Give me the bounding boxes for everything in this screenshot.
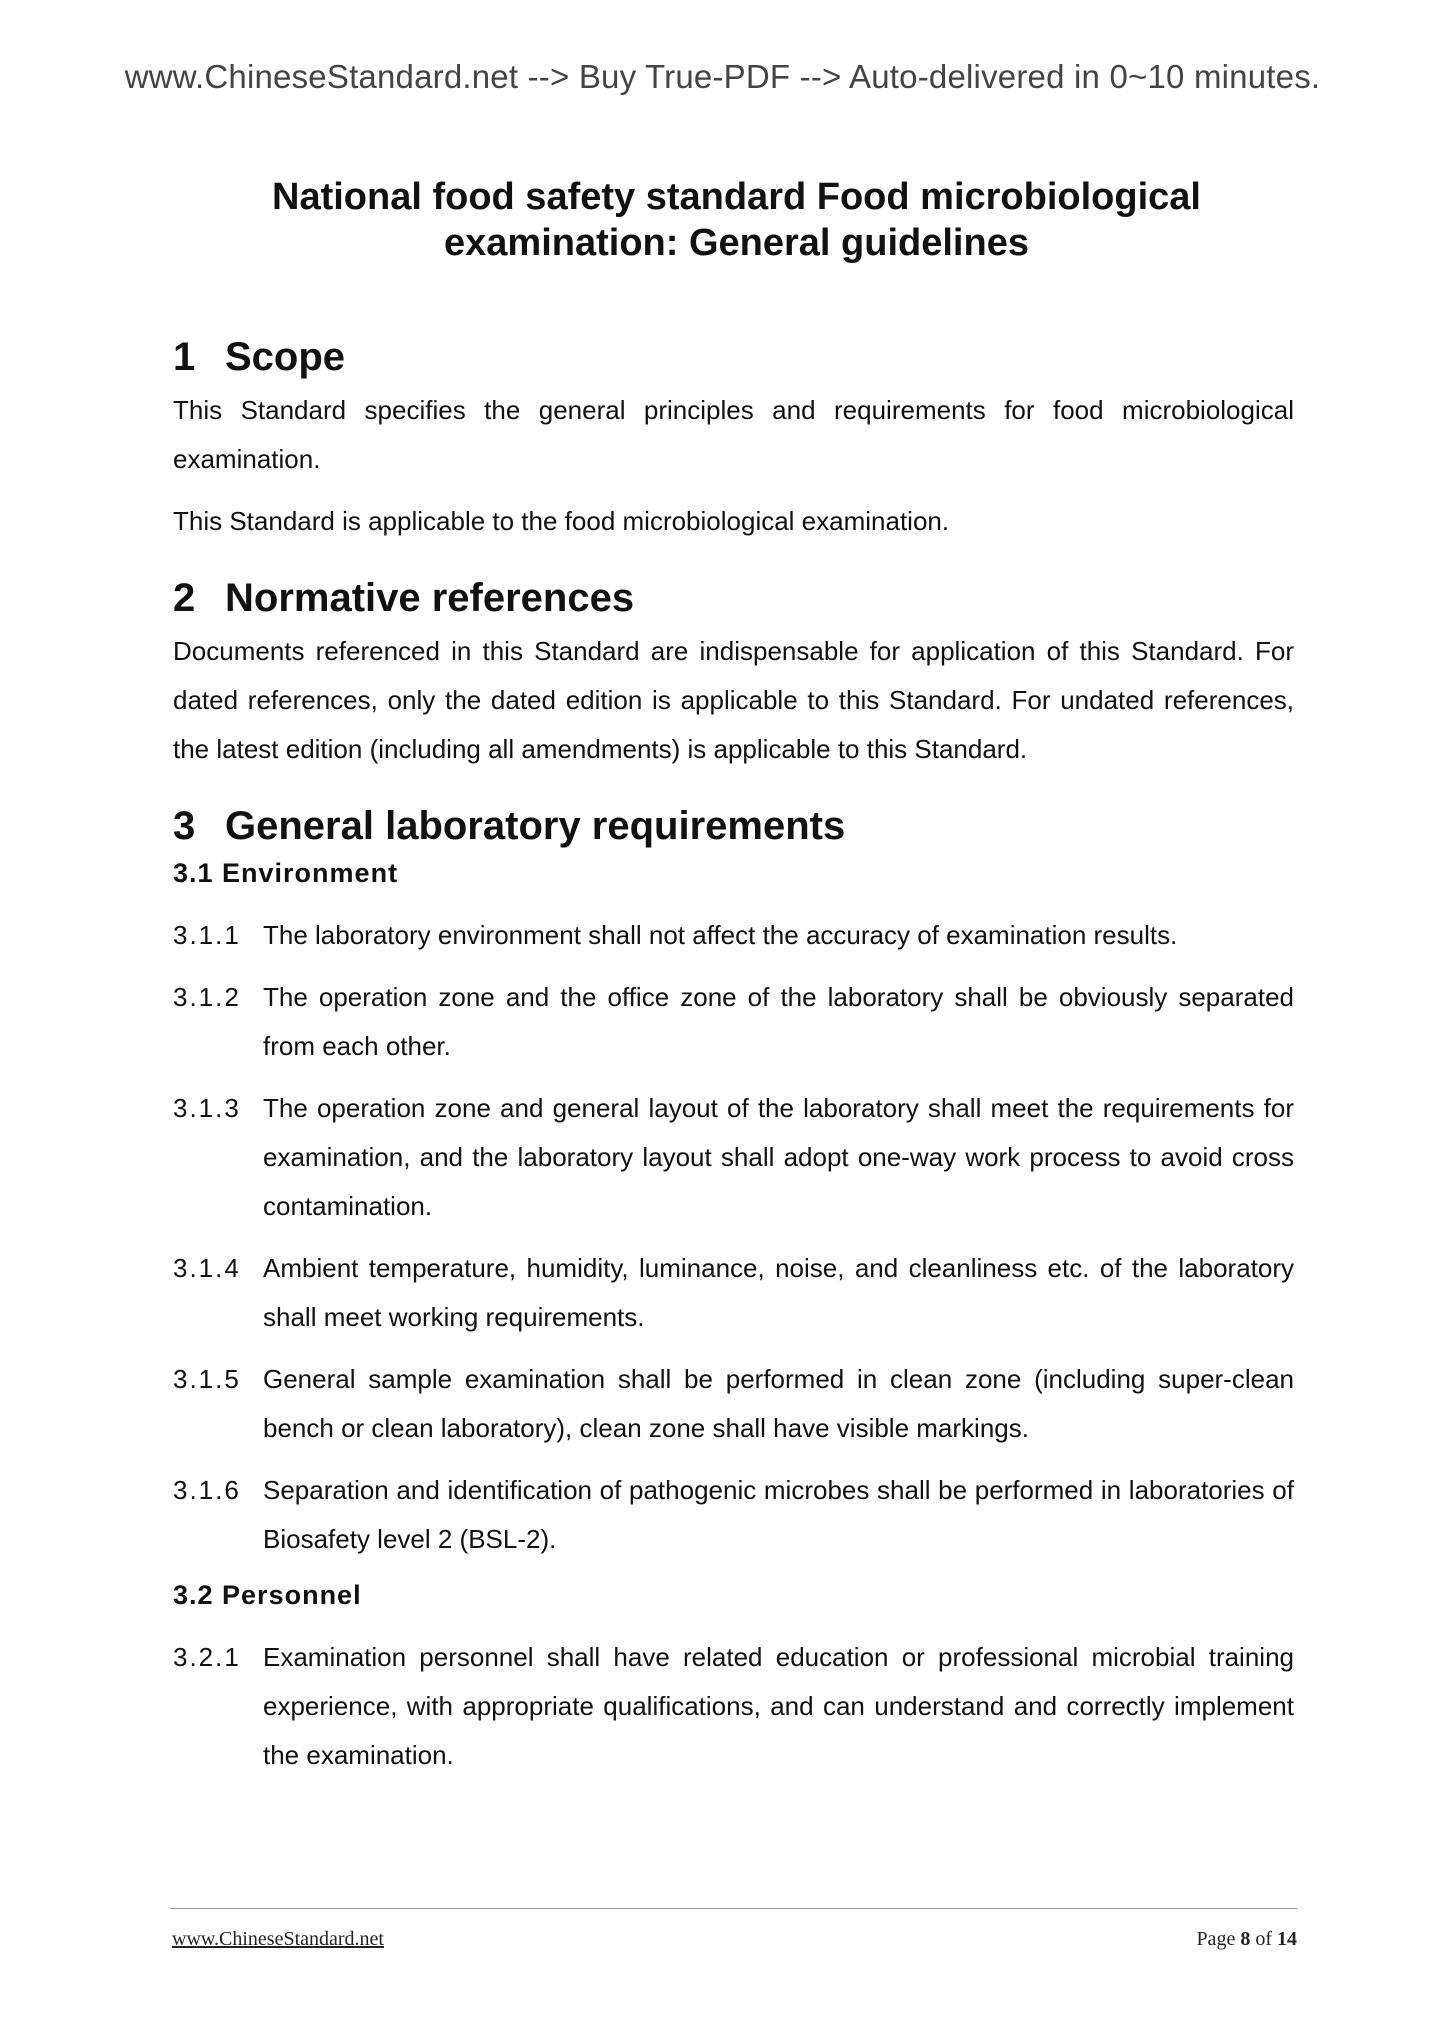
clause-text: Examination personnel shall have related education or professional microbial training experience, with appropriate qualifications, and can understand and correctly implement the examination. [263, 1642, 1294, 1770]
clause-3-1-1 [173, 911, 1294, 960]
top-banner: www.ChineseStandard.net --> Buy True-PDF --> Auto-delivered in 0~10 minutes. [124, 58, 1321, 95]
section-number: 2 [173, 576, 196, 620]
clause-number: 3.1.2 [173, 982, 241, 1012]
clause-3-1-5 [173, 1355, 1294, 1453]
page-indicator [1196, 1928, 1297, 1951]
section-number: 3 [173, 804, 196, 848]
page-total: 14 [1277, 1928, 1297, 1950]
scope-paragraph-2: This Standard is applicable to the food microbiological examination. [173, 506, 950, 536]
clause-number: 3.1.3 [173, 1093, 241, 1123]
section-heading-normative-references [173, 573, 1294, 623]
page-label: Page [1196, 1928, 1236, 1950]
section-title: Scope [225, 335, 346, 379]
section-title: General laboratory requirements [225, 804, 846, 848]
subsection-heading-personnel: 3.2 Personnel [173, 1580, 362, 1610]
page-of-label: of [1255, 1928, 1272, 1950]
section-title: Normative references [225, 576, 635, 620]
clause-number: 3.1.5 [173, 1364, 241, 1394]
document-body [173, 332, 1294, 1793]
document-title-line-1: National food safety standard Food microbiological [272, 176, 1201, 218]
document-title [180, 174, 1293, 266]
section-heading-general-laboratory-requirements [173, 801, 1294, 851]
footer-divider [170, 1908, 1297, 1909]
scope-paragraph-1: This Standard specifies the general principles and requirements for food microbiological examination. [173, 395, 1294, 474]
footer-site-link[interactable]: www.ChineseStandard.net [172, 1928, 384, 1950]
clause-3-1-4 [173, 1244, 1294, 1342]
clause-3-1-2 [173, 973, 1294, 1071]
section-number: 1 [173, 335, 196, 379]
clause-number: 3.2.1 [173, 1642, 241, 1672]
clause-text: The operation zone and the office zone of the laboratory shall be obviously separated from each other. [263, 982, 1294, 1061]
clause-number: 3.1.6 [173, 1475, 241, 1505]
clause-number: 3.1.1 [173, 920, 241, 950]
clause-3-1-3 [173, 1084, 1294, 1231]
normative-references-paragraph: Documents referenced in this Standard are indispensable for application of this Standard. For dated references, only the dated edition is applicable to this Standard. For undated references, the latest edition (including all amendments) is applicable to this Standard. [173, 636, 1294, 764]
clause-text: Ambient temperature, humidity, luminance, noise, and cleanliness etc. of the laboratory shall meet working requirements. [263, 1253, 1294, 1332]
clause-3-2-1 [173, 1633, 1294, 1780]
clause-text: The operation zone and general layout of the laboratory shall meet the requirements for examination, and the laboratory layout shall adopt one-way work process to avoid cross contamination. [263, 1093, 1294, 1221]
clause-3-1-6 [173, 1466, 1294, 1564]
page-current: 8 [1240, 1928, 1251, 1950]
clause-text: The laboratory environment shall not affect the accuracy of examination results. [263, 920, 1178, 950]
clause-text: General sample examination shall be performed in clean zone (including super-clean bench or clean laboratory), clean zone shall have visible markings. [263, 1364, 1294, 1443]
subsection-heading-environment: 3.1 Environment [173, 858, 399, 888]
section-heading-scope [173, 332, 1294, 382]
clause-text: Separation and identification of pathogenic microbes shall be performed in laboratories of Biosafety level 2 (BSL-2). [263, 1475, 1294, 1554]
document-title-line-2: examination: General guidelines [444, 222, 1029, 264]
clause-number: 3.1.4 [173, 1253, 241, 1283]
